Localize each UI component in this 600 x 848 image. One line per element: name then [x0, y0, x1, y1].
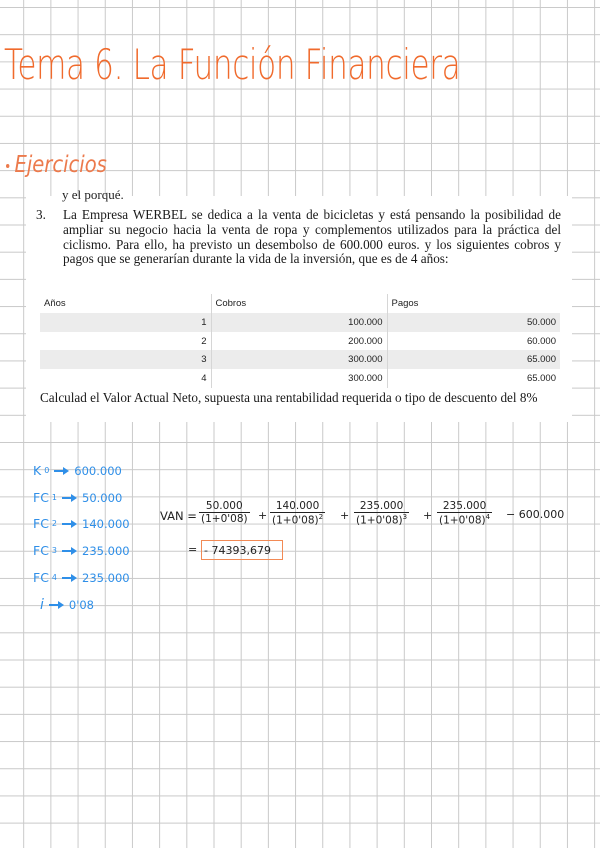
denominator-base: (1+0'08): [356, 514, 403, 527]
variable-subscript: 2: [51, 519, 58, 528]
denominator-base: (1+0'08): [439, 514, 486, 527]
variable-i: [40, 597, 94, 613]
table-cell: 2: [40, 332, 211, 351]
plus-sign: +: [258, 509, 268, 522]
exercise-instruction: Calculad el Valor Actual Neto, supuesta una rentabilidad requerida o tipo de descuento del 8%: [40, 390, 538, 405]
denominator-exponent: 4: [485, 513, 491, 521]
arrow-right-icon: [49, 601, 64, 609]
arrow-right-icon: [62, 520, 77, 528]
variable-value: 235.000: [82, 570, 130, 585]
variable-k0: [33, 463, 122, 478]
variable-subscript: 3: [51, 546, 58, 555]
table-cell: 300.000: [211, 350, 387, 369]
exercise-question: [36, 208, 561, 267]
section-heading: [6, 152, 107, 178]
exercise-number: 3.: [36, 207, 46, 222]
table-row: [40, 369, 560, 388]
equals-sign: =: [188, 543, 198, 556]
formula-term-3: [354, 500, 409, 527]
variable-fc2: [33, 516, 130, 531]
variable-value: 50.000: [82, 490, 123, 505]
term-denominator: [437, 513, 492, 527]
variable-fc3: [33, 543, 130, 558]
term-denominator: [199, 513, 250, 525]
table-header-row: [40, 294, 560, 313]
plus-sign: +: [340, 509, 350, 522]
arrow-right-icon: [62, 547, 77, 555]
variable-value: 140.000: [82, 516, 130, 531]
variable-symbol: FC: [33, 490, 49, 505]
result-box: [201, 540, 283, 560]
term-numerator: 235.000: [437, 500, 492, 513]
term-denominator: [354, 513, 409, 527]
term-numerator: 140.000: [270, 500, 325, 513]
variable-fc4: [33, 570, 130, 585]
cut-off-line: y el porqué.: [62, 187, 124, 202]
denominator-base: (1+0'08): [272, 514, 319, 527]
denominator-exponent: 2: [318, 513, 324, 521]
variable-subscript: 1: [51, 493, 58, 502]
table-cell: 4: [40, 369, 211, 388]
column-header: Pagos: [391, 298, 419, 309]
variable-symbol: i: [40, 597, 44, 613]
exercise-text: La Empresa WERBEL se dedica a la venta de bicicletas y está pensando la posibilidad de ampliar su negocio hacia la venta de ropa y complementos utilizados para la práctica del ciclismo. Para ello, ha previsto un desembolso de 600.000 euros. y los siguientes cobros y pagos que se generarían durante la vida de la inversión, que es de 4 años:: [63, 207, 561, 267]
variable-value: 0'08: [68, 598, 95, 612]
denominator-exponent: 3: [402, 513, 408, 521]
pasted-exercise: [26, 187, 572, 422]
plus-sign: +: [423, 509, 433, 522]
variable-symbol: FC: [33, 516, 49, 531]
variable-symbol: FC: [33, 543, 49, 558]
page-title: Tema 6. La Función Financiera: [4, 40, 461, 89]
variable-symbol: K: [33, 463, 42, 478]
variable-subscript: 0: [44, 466, 50, 475]
column-header: Cobros: [211, 294, 387, 313]
table-row: [40, 350, 560, 369]
variable-subscript: 4: [51, 573, 58, 582]
table-cell: 65.000: [387, 369, 560, 388]
formula-term-1: [199, 500, 250, 525]
variable-fc1: [33, 490, 122, 505]
formula-term-2: [270, 500, 325, 527]
formula-tail: − 600.000: [506, 508, 565, 521]
column-header: Años: [40, 294, 211, 313]
variable-value: 235.000: [82, 543, 130, 558]
table-cell: 3: [40, 350, 211, 369]
table-cell: 100.000: [211, 313, 387, 332]
result-value: - 74393,679: [204, 543, 271, 557]
term-numerator: 50.000: [199, 500, 250, 513]
table-row: [40, 313, 560, 332]
cashflow-table: [40, 294, 560, 388]
arrow-right-icon: [62, 494, 77, 502]
table-cell: 50.000: [387, 313, 560, 332]
term-denominator: [270, 513, 325, 527]
term-numerator: 235.000: [354, 500, 409, 513]
formula-term-4: [437, 500, 492, 527]
table-cell: 200.000: [211, 332, 387, 351]
arrow-right-icon: [62, 574, 77, 582]
table-cell: 60.000: [387, 332, 560, 351]
table-cell: 65.000: [387, 350, 560, 369]
table-cell: 1: [40, 313, 211, 332]
bullet-icon: [6, 164, 9, 168]
variable-value: 600.000: [74, 463, 122, 478]
van-label: VAN =: [160, 509, 197, 523]
table-row: [40, 332, 560, 351]
arrow-right-icon: [54, 467, 69, 475]
table-cell: 300.000: [211, 369, 387, 388]
variable-symbol: FC: [33, 570, 49, 585]
section-heading-label: Ejercicios: [14, 152, 107, 178]
denominator-base: (1+0'08): [201, 513, 248, 525]
